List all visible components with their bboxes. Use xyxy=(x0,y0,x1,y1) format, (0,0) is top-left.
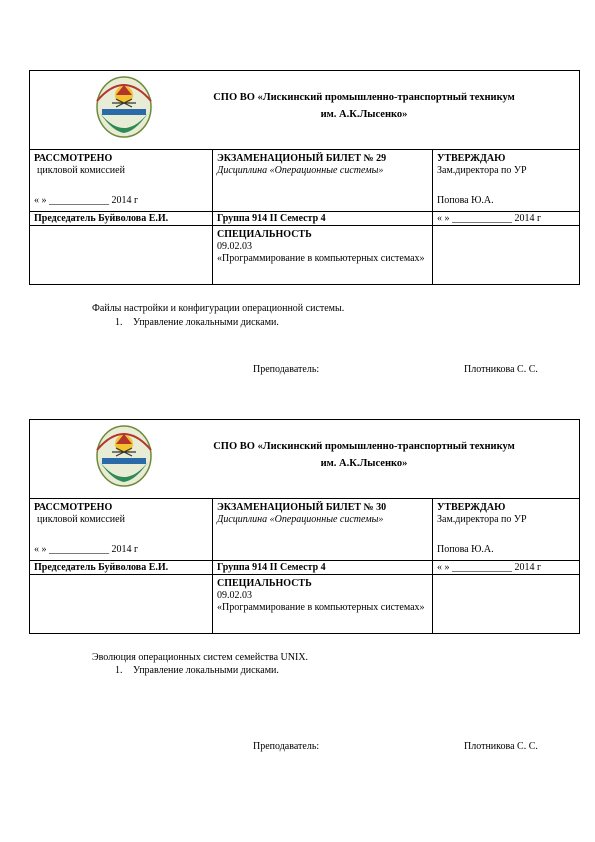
ticket-row-approval xyxy=(30,499,579,561)
approve-cell xyxy=(433,150,579,212)
question-1-ticket-30: Эволюция операционных систем семейства UNIX. xyxy=(92,652,309,663)
teacher-label: Преподаватель: xyxy=(253,364,320,375)
empty-cell-left xyxy=(30,226,213,284)
exam-ticket-30 xyxy=(29,419,580,634)
ticket-title: ЭКЗАМЕНАЦИОНЫЙ БИЛЕТ № 29 xyxy=(217,153,387,164)
group: Группа 914 II Семестр 4 xyxy=(213,561,433,575)
ticket-row-specialty xyxy=(30,575,579,633)
exam-ticket-29 xyxy=(29,70,580,285)
question-2-ticket-29 xyxy=(115,317,279,328)
ticket-row-signatures xyxy=(30,212,579,226)
question-2-number: 1. xyxy=(115,317,123,328)
specialty-cell xyxy=(213,575,433,633)
specialty-name: «Программирование в компьютерных системах» xyxy=(217,253,425,264)
considered-title: РАССМОТРЕНО xyxy=(34,153,113,164)
specialty-code: 09.02.03 xyxy=(217,590,252,601)
ticket-title-cell xyxy=(213,499,433,561)
specialty-title: СПЕЦИАЛЬНОСТЬ xyxy=(217,229,312,240)
specialty-code: 09.02.03 xyxy=(217,241,252,252)
approve-date: « » ____________ 2014 г xyxy=(433,561,579,575)
approve-date: « » ____________ 2014 г xyxy=(433,212,579,226)
ticket-title: ЭКЗАМЕНАЦИОНЫЙ БИЛЕТ № 30 xyxy=(217,502,387,513)
college-name xyxy=(155,438,573,472)
considered-date: « » ____________ 2014 г xyxy=(34,544,139,555)
college-header xyxy=(30,420,579,499)
group: Группа 914 II Семестр 4 xyxy=(213,212,433,226)
considered-by: цикловой комиссией xyxy=(37,514,125,525)
ticket-header-table xyxy=(29,70,580,285)
college-name-line2: им. А.К.Лысенко» xyxy=(320,458,408,469)
ticket-row-approval xyxy=(30,150,579,212)
college-header xyxy=(30,71,579,150)
college-emblem-icon xyxy=(94,73,154,139)
chair: Председатель Буйволова Е.И. xyxy=(30,212,213,226)
considered-by: цикловой комиссией xyxy=(37,165,125,176)
ticket-row-signatures xyxy=(30,561,579,575)
specialty-title: СПЕЦИАЛЬНОСТЬ xyxy=(217,578,312,589)
question-2-text: Управление локальными дисками. xyxy=(133,317,279,328)
college-name xyxy=(155,89,573,123)
chair: Председатель Буйволова Е.И. xyxy=(30,561,213,575)
question-2-number: 1. xyxy=(115,665,123,676)
approve-name: Попова Ю.А. xyxy=(437,195,494,206)
empty-cell-right xyxy=(433,226,579,284)
approve-title: УТВЕРЖДАЮ xyxy=(437,502,506,513)
teacher-name: Плотникова С. С. xyxy=(464,364,538,375)
approve-position: Зам.директора по УР xyxy=(437,165,527,176)
question-2-text: Управление локальными дисками. xyxy=(133,665,279,676)
approve-position: Зам.директора по УР xyxy=(437,514,527,525)
ticket-title-cell xyxy=(213,150,433,212)
teacher-name: Плотникова С. С. xyxy=(464,741,538,752)
specialty-name: «Программирование в компьютерных системах» xyxy=(217,602,425,613)
college-name-line1: СПО ВО «Лискинский промышленно-транспортный техникум xyxy=(213,92,515,103)
empty-cell-left xyxy=(30,575,213,633)
ticket-header-table xyxy=(29,419,580,634)
college-name-line1: СПО ВО «Лискинский промышленно-транспортный техникум xyxy=(213,441,515,452)
question-2-ticket-30 xyxy=(115,665,279,676)
approve-title: УТВЕРЖДАЮ xyxy=(437,153,506,164)
considered-date: « » ____________ 2014 г xyxy=(34,195,139,206)
approve-cell xyxy=(433,499,579,561)
college-emblem-icon xyxy=(94,422,154,488)
ticket-row-specialty xyxy=(30,226,579,284)
considered-cell xyxy=(30,499,213,561)
teacher-label: Преподаватель: xyxy=(253,741,320,752)
question-1-ticket-29: Файлы настройки и конфигурации операционной системы. xyxy=(92,303,345,314)
specialty-cell xyxy=(213,226,433,284)
empty-cell-right xyxy=(433,575,579,633)
college-name-line2: им. А.К.Лысенко» xyxy=(320,109,408,120)
discipline: Дисциплина «Операционные системы» xyxy=(217,514,384,525)
approve-name: Попова Ю.А. xyxy=(437,544,494,555)
considered-cell xyxy=(30,150,213,212)
discipline: Дисциплина «Операционные системы» xyxy=(217,165,384,176)
considered-title: РАССМОТРЕНО xyxy=(34,502,113,513)
